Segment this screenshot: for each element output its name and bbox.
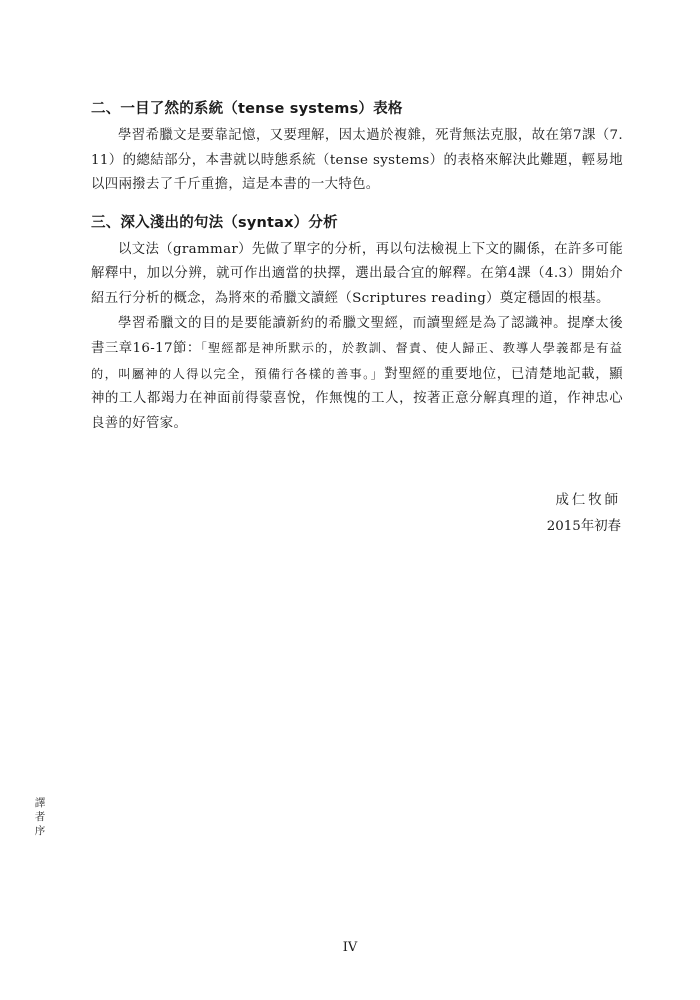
paragraph: 以文法（grammar）先做了單字的分析，再以句法檢視上下文的關係，在許多可能解釋中，加以分辨，就可作出適當的抉擇，選出最合宜的解釋。在第4課（4.3）開始介紹五行分析的概念，為將來的希臘文讀經（Scriptures reading）奠定穩固的根基。 bbox=[91, 241, 623, 306]
chapter-side-label: 譯者序 bbox=[34, 797, 46, 837]
page-number: IV bbox=[342, 940, 358, 955]
paragraph: 學習希臘文是要靠記憶，又要理解，因太過於複雜，死背無法克服，故在第7課（7.11）的總結部分，本書就以時態系統（tense systems）的表格來解決此難題，輕易地以四兩撥去了千斤重擔，這是本書的一大特色。 bbox=[91, 128, 623, 193]
section-heading: 二、一目了然的系統（tense systems）表格 bbox=[91, 101, 403, 117]
section-syntax bbox=[91, 212, 623, 437]
signature-date: 2015年初春 bbox=[546, 519, 621, 534]
page-content bbox=[91, 98, 623, 451]
closing-paragraph bbox=[91, 312, 623, 437]
closing-text-after-quote: 對聖經的重要地位，已清楚地記載，顯神的工人都竭力在神面前得蒙喜悅，作無愧的工人，按著正意分解真理的道，作神忠心良善的好管家。 bbox=[91, 366, 623, 431]
section-tense-systems bbox=[91, 98, 623, 198]
closing-text-before-quote: 學習希臘文的目的是要能讀新約的希臘文聖經，而讀聖經是為了認識神。提摩太後書三章16-17節： bbox=[91, 315, 623, 357]
signature-name: 成仁牧師 bbox=[555, 493, 621, 508]
section-heading: 三、深入淺出的句法（syntax）分析 bbox=[91, 214, 338, 231]
signature-block bbox=[547, 488, 621, 540]
scripture-quote: 「聖經都是神所默示的，於教訓、督責、使人歸正、教導人學義都是有益的，叫屬神的人得以完全，預備行各樣的善事。」 bbox=[91, 341, 623, 381]
